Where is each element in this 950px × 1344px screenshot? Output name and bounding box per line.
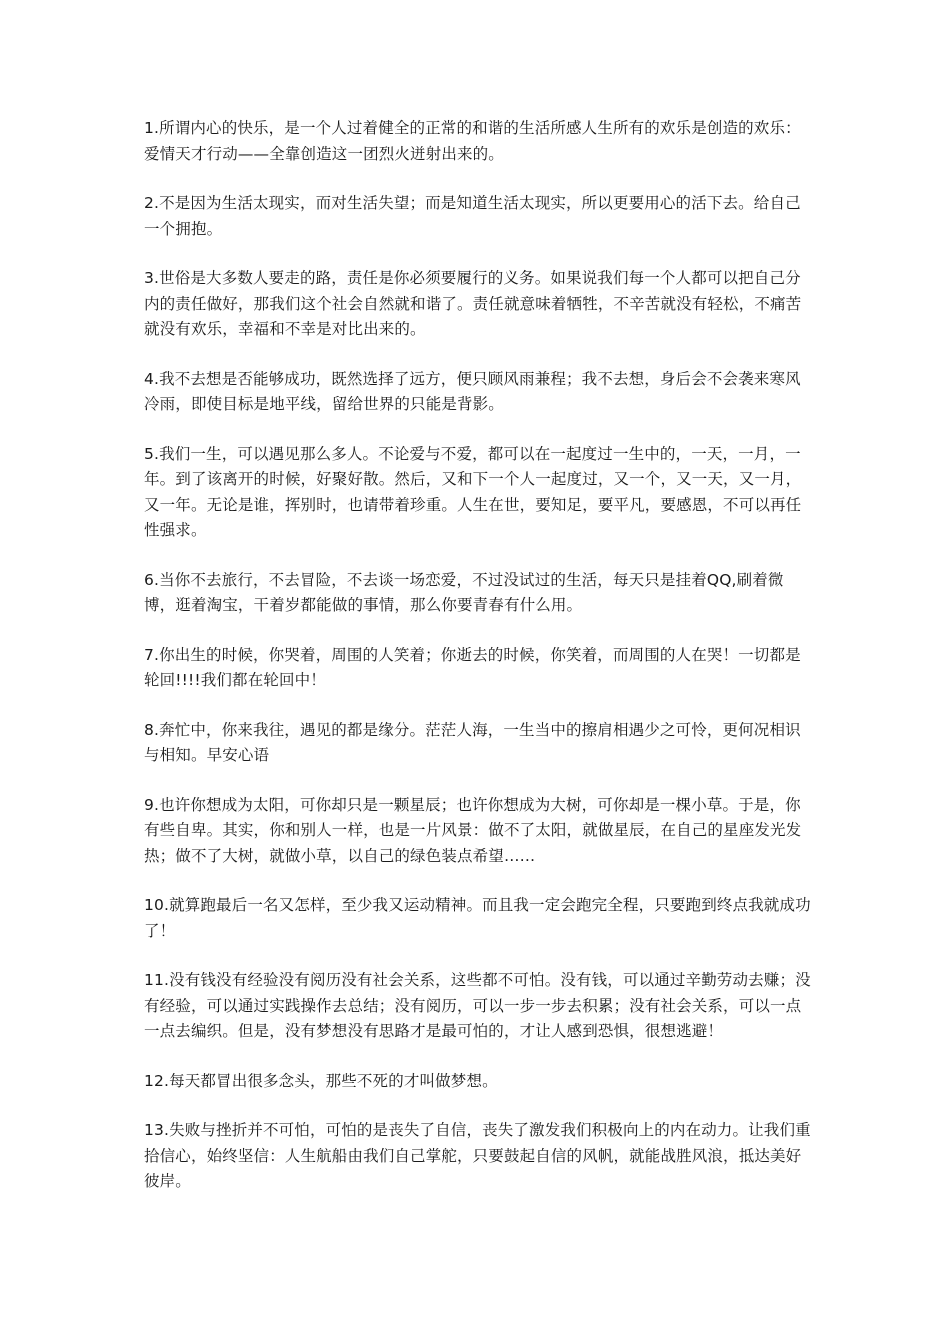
paragraph-2: 2.不是因为生活太现实，而对生活失望；而是知道生活太现实，所以更要用心的活下去。给自己一个拥抱。 [144,194,801,238]
paragraph-9: 9.也许你想成为太阳，可你却只是一颗星辰；也许你想成为大树，可你却是一棵小草。于是，你有些自卑。其实，你和别人一样，也是一片风景：做不了太阳，就做星辰，在自己的星座发光发热；做不了大树，就做小草，以自己的绿色装点希望…… [144,795,802,865]
paragraph-12: 12.每天都冒出很多念头，那些不死的才叫做梦想。 [144,1071,498,1090]
paragraph-5: 5.我们一生，可以遇见那么多人。不论爱与不爱，都可以在一起度过一生中的，一天，一月，一年。到了该离开的时候，好聚好散。然后，又和下一个人一起度过，又一个，又一天，又一月，又一年。无论是谁，挥别时，也请带着珍重。人生在世，要知足，要平凡，要感恩，不可以再任性强求。 [144,444,802,539]
paragraph-11: 11.没有钱没有经验没有阅历没有社会关系，这些都不可怕。没有钱，可以通过辛勤劳动去赚；没有经验，可以通过实践操作去总结；没有阅历，可以一步一步去积累；没有社会关系，可以一点一点去编织。但是，没有梦想没有思路才是最可怕的，才让人感到恐惧，很想逃避！ [144,971,811,1040]
paragraph-3: 3.世俗是大多数人要走的路，责任是你必须要履行的义务。如果说我们每一个人都可以把自己分内的责任做好，那我们这个社会自然就和谐了。责任就意味着牺牲，不辛苦就没有轻松，不痛苦就没有欢乐，幸福和不幸是对比出来的。 [144,269,802,338]
paragraph-10: 10.就算跑最后一名又怎样，至少我又运动精神。而且我一定会跑完全程，只要跑到终点我就成功了！ [144,896,811,940]
paragraph-6: 6.当你不去旅行，不去冒险，不去谈一场恋爱，不过没试过的生活，每天只是挂着QQ,刷着微博，逛着淘宝，干着岁都能做的事情，那么你要青春有什么用。 [144,570,784,614]
document-body [144,116,812,1219]
paragraph-7: 7.你出生的时候，你哭着，周围的人笑着；你逝去的时候，你笑着，而周围的人在哭！一切都是轮回!!!!我们都在轮回中！ [144,645,801,689]
paragraph-4: 4.我不去想是否能够成功，既然选择了远方，便只顾风雨兼程；我不去想，身后会不会袭来寒风冷雨，即使目标是地平线，留给世界的只能是背影。 [144,369,801,413]
paragraph-1: 1.所谓内心的快乐，是一个人过着健全的正常的和谐的生活所感人生所有的欢乐是创造的欢乐：爱情天才行动——全靠创造这一团烈火迸射出来的。 [144,119,801,163]
paragraph-13: 13.失败与挫折并不可怕，可怕的是丧失了自信，丧失了激发我们积极向上的内在动力。让我们重拾信心，始终坚信：人生航船由我们自己掌舵，只要鼓起自信的风帆，就能战胜风浪，抵达美好彼岸。 [144,1121,811,1190]
paragraph-8: 8.奔忙中，你来我往，遇见的都是缘分。茫茫人海，一生当中的擦肩相遇少之可怜，更何况相识与相知。早安心语 [144,720,801,764]
